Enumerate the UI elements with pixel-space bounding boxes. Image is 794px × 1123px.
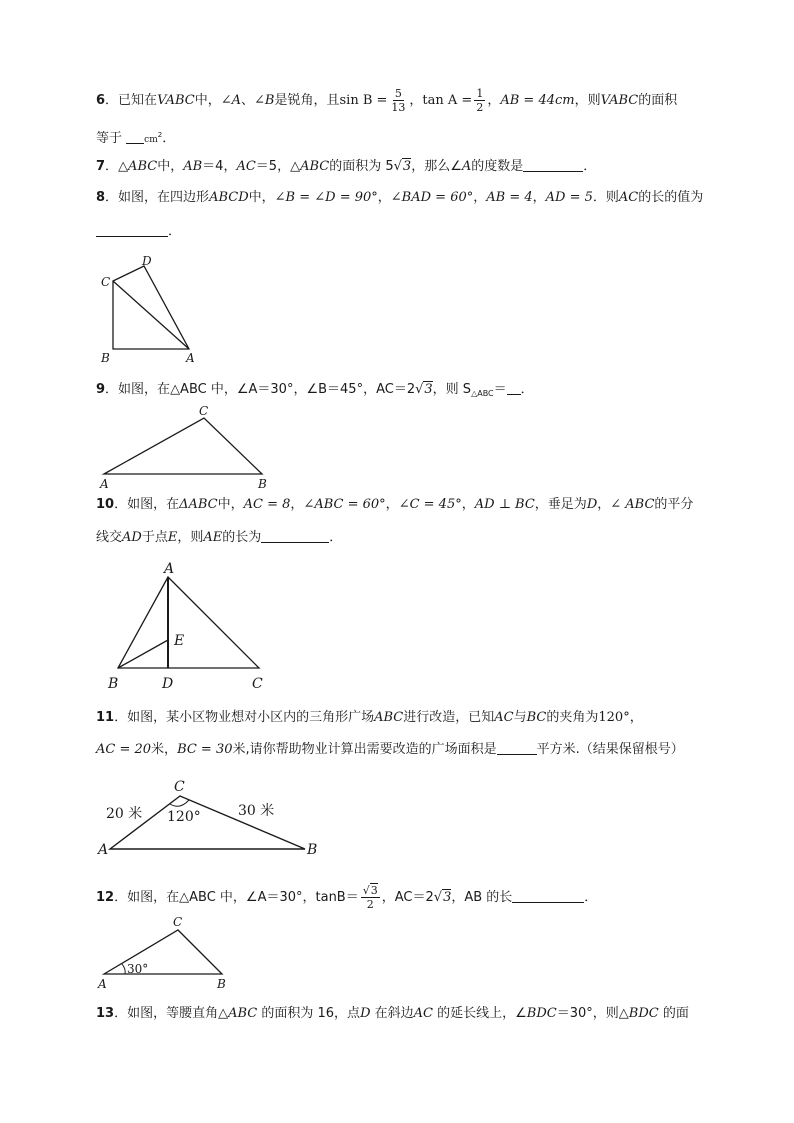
q12-answer-blank[interactable] [512, 888, 584, 903]
q6-line2: 等于 $cm^2$． [96, 131, 176, 146]
q10-label-d: D [162, 676, 174, 692]
q7-line: 7．△ABC中，AB＝4，AC＝5，△ABC的面积为 5√3，那么∠A的度数是 ． [96, 159, 597, 174]
q10-answer-blank[interactable] [261, 528, 329, 543]
q8-label-a: A [186, 351, 195, 365]
q11-number: 11 [96, 710, 115, 725]
q10-label-c: C [252, 676, 263, 692]
q12-figure [96, 912, 236, 992]
q6-sin-fraction: $\frac{5}{13}$ [391, 87, 406, 114]
q6-answer-blank[interactable] [126, 129, 144, 144]
q8-label-c: C [101, 275, 111, 289]
q10-label-b: B [108, 676, 119, 692]
q11-line1: 11．如图，某小区物业想对小区内的三角形广场ABC进行改造，已知AC与BC的夹角为120°， [96, 710, 643, 725]
q11-side-ac: 20 米 [106, 806, 143, 822]
q12-angle-arc [122, 964, 125, 974]
q12-triangle [104, 930, 222, 974]
q8-line2: ． [96, 222, 181, 242]
q12-label-b: B [217, 977, 226, 991]
q11-answer-blank[interactable] [497, 740, 537, 755]
q11-figure [96, 774, 326, 864]
q10-figure [96, 556, 276, 696]
q12-tan-fraction: $\frac{√3}{2}$ [362, 884, 378, 911]
q13-line: 13．如图，等腰直角△ABC 的面积为 16，点D 在斜边AC 的延长线上，∠BDC＝30°，则△BDC 的面 [96, 1006, 689, 1021]
q12-angle-label: 30° [127, 962, 149, 976]
q12-number: 12 [96, 890, 115, 905]
q12-line: 12．如图，在△ABC 中，∠A＝30°，tanB＝ $\frac{√3}{2}$ ，AC＝2√3，AB 的长 ． [96, 884, 598, 911]
q11-line2: AC = 20米，BC = 30米,请你帮助物业计算出需要改造的广场面积是 平方米.（结果保留根号） [96, 742, 684, 757]
q9-figure [96, 402, 276, 492]
q8-figure [96, 252, 206, 364]
q10-label-e: E [174, 633, 185, 649]
q10-triangle [118, 577, 259, 668]
q8-label-b: B [101, 351, 110, 365]
q8-answer-blank[interactable] [96, 222, 168, 237]
q8-label-d: D [142, 254, 152, 268]
q6-number: 6 [96, 93, 106, 108]
q9-answer-blank[interactable] [507, 380, 521, 395]
q9-triangle [104, 418, 262, 474]
q9-label-c: C [199, 404, 209, 418]
q11-label-a: A [98, 842, 109, 858]
q6-tan-fraction: $\frac{1}{2}$ [476, 87, 484, 114]
q11-angle-label: 120° [167, 809, 201, 825]
q10-line1: 10．如图，在ΔABC中，AC = 8，∠ABC = 60°，∠C = 45°，AD ⊥ BC，垂足为D，∠ ABC的平分 [96, 497, 694, 512]
q9-label-a: A [100, 477, 109, 491]
q7-number: 7 [96, 159, 106, 174]
q10-label-a: A [164, 561, 175, 577]
q9-label-b: B [258, 477, 267, 491]
q12-label-c: C [173, 915, 183, 929]
q10-number: 10 [96, 497, 115, 512]
q8-diagonal-ac [113, 281, 189, 349]
q9-number: 9 [96, 382, 106, 397]
q12-label-a: A [98, 977, 107, 991]
q6-line1: 6．已知在VABC中，∠A、∠B是锐角，且sin B = $\frac{5}{13}$ ，tan A = $\frac{1}{2}$ ，AB = 44cm，则VABC的面积 [96, 87, 678, 114]
q8-line1: 8．如图，在四边形ABCD中，∠B = ∠D = 90°，∠BAD = 60°，AB = 4，AD = 5．则AC的长的值为 [96, 190, 704, 205]
q10-line2: 线交AD于点E，则AE的长为 ． [96, 530, 343, 545]
q11-label-c: C [174, 779, 185, 795]
q11-triangle [110, 796, 305, 849]
q8-quadrilateral [113, 266, 189, 349]
q8-number: 8 [96, 190, 106, 205]
q7-answer-blank[interactable] [523, 157, 583, 172]
q11-side-bc: 30 米 [238, 803, 275, 819]
q13-number: 13 [96, 1006, 115, 1021]
q9-line: 9．如图，在△ABC 中，∠A＝30°，∠B＝45°，AC＝2√3，则 $S_{\triangle ABC}=$ ． [96, 382, 534, 398]
q11-label-b: B [307, 842, 318, 858]
